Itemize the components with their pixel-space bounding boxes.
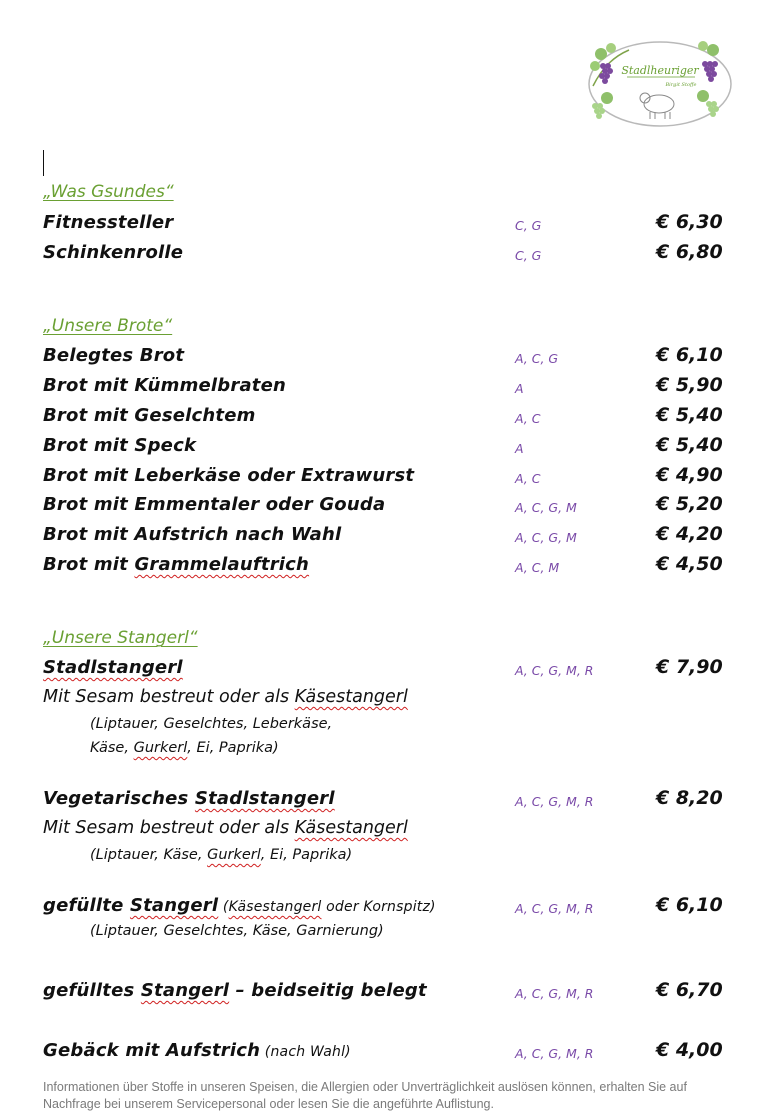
item-name-prefix: gefülltes bbox=[43, 980, 141, 1001]
item-name bbox=[43, 788, 335, 809]
item-price: € 6,10 bbox=[656, 894, 723, 916]
item-allergens: A bbox=[515, 381, 524, 396]
detail-text: , Ei, Paprika) bbox=[187, 740, 279, 756]
section-heading-unsere-stangerl: „Unsere Stangerl“ bbox=[43, 628, 198, 648]
item-allergens: A, C, G, M, R bbox=[515, 1046, 594, 1061]
detail-text: Käse, bbox=[90, 740, 134, 756]
item-name bbox=[43, 980, 427, 1001]
item-detail: (Liptauer, Geselchtes, Käse, Garnierung) bbox=[90, 923, 384, 939]
spellcheck-word: Gurkerl bbox=[133, 740, 188, 756]
item-name: Brot mit Kümmelbraten bbox=[43, 375, 287, 396]
item-price: € 5,90 bbox=[656, 374, 723, 396]
item-allergens: A, C, G, M, R bbox=[515, 986, 594, 1001]
section-heading-unsere-brote: „Unsere Brote“ bbox=[43, 316, 173, 336]
item-name: Belegtes Brot bbox=[43, 345, 185, 366]
item-allergens: A, C bbox=[515, 471, 541, 486]
item-allergens: A, C, G, M bbox=[515, 500, 577, 515]
item-price: € 5,40 bbox=[656, 404, 723, 426]
item-name: Schinkenrolle bbox=[43, 242, 184, 263]
item-price: € 4,50 bbox=[656, 553, 723, 575]
detail-text: , Ei, Paprika) bbox=[260, 847, 353, 863]
item-detail: (Liptauer, Geselchtes, Leberkäse, bbox=[90, 716, 333, 732]
item-price: € 8,20 bbox=[656, 787, 723, 809]
item-name bbox=[43, 895, 436, 916]
text-cursor bbox=[43, 150, 44, 176]
item-name: Brot mit Leberkäse oder Extrawurst bbox=[43, 465, 415, 486]
item-note: (nach Wahl) bbox=[260, 1044, 351, 1060]
item-allergens: A, C, G, M, R bbox=[515, 901, 594, 916]
allergen-info-footer: Informationen über Stoffe in unseren Speisen, die Allergien oder Unverträglichkeit auslösen können, erhalten Sie auf Nachfrage bei unserem Servicepersonal oder lesen Sie die angeführte Auflistung. bbox=[43, 1080, 687, 1111]
item-allergens: A, C, G, M bbox=[515, 530, 577, 545]
item-allergens: A, C, M bbox=[515, 560, 560, 575]
item-name bbox=[43, 1040, 351, 1061]
item-name-text: Gebäck mit Aufstrich bbox=[43, 1040, 261, 1061]
item-detail bbox=[90, 740, 279, 756]
spellcheck-word: Stangerl bbox=[140, 980, 230, 1001]
detail-text: (Liptauer, Käse, bbox=[90, 847, 208, 863]
item-name: Fitnessteller bbox=[43, 212, 174, 233]
item-price: € 5,40 bbox=[656, 434, 723, 456]
item-price: € 4,90 bbox=[656, 464, 723, 486]
spellcheck-word: Gurkerl bbox=[207, 847, 261, 863]
item-name: Brot mit Geselchtem bbox=[43, 405, 256, 426]
item-price: € 6,10 bbox=[656, 344, 723, 366]
item-description bbox=[43, 818, 408, 838]
pig-icon bbox=[640, 93, 674, 119]
item-allergens: A bbox=[515, 441, 524, 456]
item-allergens: A, C, G, M, R bbox=[515, 663, 594, 678]
item-note: oder Kornspitz) bbox=[321, 899, 436, 915]
spellcheck-word: Grammelauftrich bbox=[134, 554, 310, 575]
item-price: € 6,30 bbox=[656, 211, 723, 233]
description-text: Mit Sesam bestreut oder als bbox=[43, 818, 295, 838]
item-price: € 6,70 bbox=[656, 979, 723, 1001]
item-price: € 5,20 bbox=[656, 493, 723, 515]
spellcheck-word: Stadlstangerl bbox=[194, 788, 335, 809]
item-price: € 7,90 bbox=[656, 656, 723, 678]
item-name-prefix: Vegetarisches bbox=[43, 788, 195, 809]
item-allergens: C, G bbox=[515, 248, 542, 263]
item-name bbox=[43, 554, 309, 575]
spellcheck-word: Käsestangerl bbox=[228, 899, 322, 915]
spellcheck-word: Käsestangerl bbox=[294, 818, 408, 838]
item-name-suffix: – beidseitig belegt bbox=[229, 980, 427, 1001]
stadlheuriger-logo bbox=[585, 36, 735, 131]
item-name: Brot mit Emmentaler oder Gouda bbox=[43, 494, 386, 515]
item-allergens: C, G bbox=[515, 218, 542, 233]
item-name: Brot mit Speck bbox=[43, 435, 197, 456]
item-description bbox=[43, 687, 408, 707]
item-price: € 6,80 bbox=[656, 241, 723, 263]
item-detail bbox=[90, 847, 352, 863]
item-name-prefix: gefüllte bbox=[43, 895, 130, 916]
description-text: Mit Sesam bestreut oder als bbox=[43, 687, 295, 707]
section-heading-was-gsundes: „Was Gsundes“ bbox=[43, 182, 174, 202]
item-price: € 4,00 bbox=[656, 1039, 723, 1061]
logo-subtitle: Birgit Stoffe bbox=[665, 82, 697, 88]
item-allergens: A, C bbox=[515, 411, 541, 426]
item-note: ( bbox=[218, 899, 229, 915]
spellcheck-word: Käsestangerl bbox=[294, 687, 408, 707]
logo-title: Stadlheuriger bbox=[621, 64, 699, 77]
item-name: Brot mit Aufstrich nach Wahl bbox=[43, 524, 342, 545]
item-allergens: A, C, G bbox=[515, 351, 559, 366]
spellcheck-word: Stangerl bbox=[129, 895, 219, 916]
item-allergens: A, C, G, M, R bbox=[515, 794, 594, 809]
item-price: € 4,20 bbox=[656, 523, 723, 545]
item-name-prefix: Brot mit bbox=[43, 554, 135, 575]
item-name: Stadlstangerl bbox=[43, 657, 183, 678]
